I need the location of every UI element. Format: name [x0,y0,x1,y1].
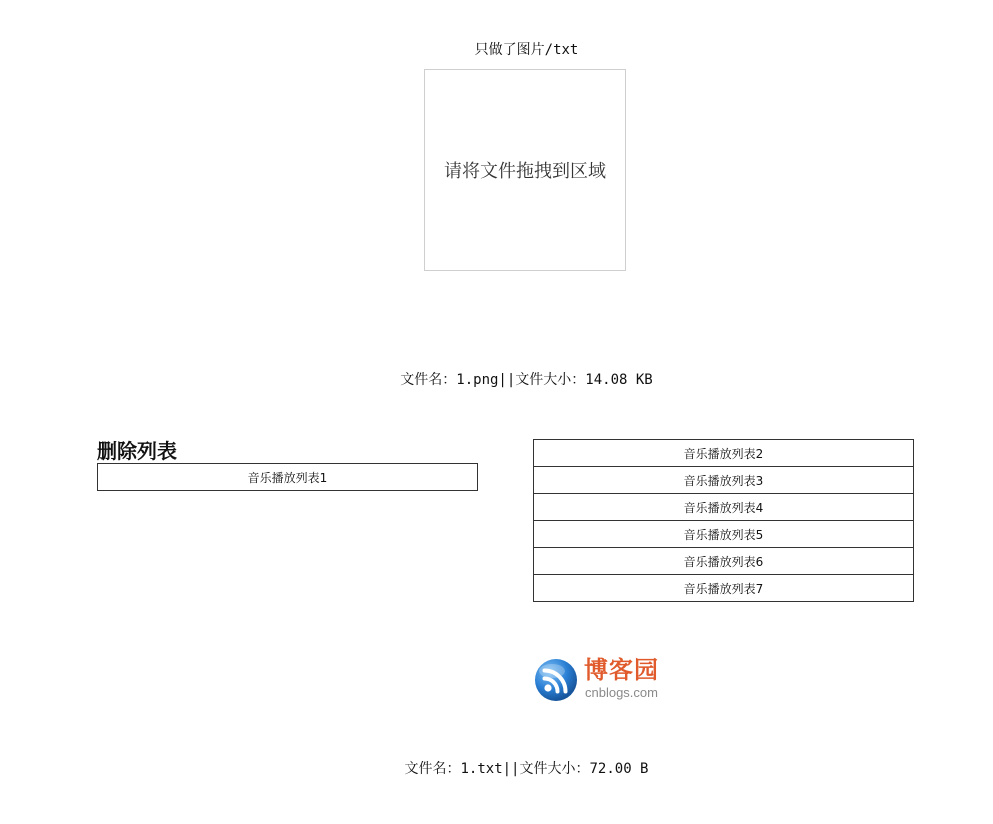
playlist-item-2[interactable]: 音乐播放列表2 [533,439,914,467]
drop-zone-text: 请将文件拖拽到区域 [444,161,606,182]
playlist-item-7[interactable]: 音乐播放列表7 [533,574,914,602]
playlist-item-5[interactable]: 音乐播放列表5 [533,520,914,548]
upload-caption: 只做了图片/txt [474,42,579,58]
file-info-text: 文件名：1.txt||文件大小：72.00 B [404,761,649,777]
logo-title: 博客园 [584,656,659,684]
delete-list-title: 删除列表 [97,439,177,463]
file-drop-zone[interactable] [424,69,626,271]
logo-domain: cnblogs.com [585,685,658,700]
playlist-item-6[interactable]: 音乐播放列表6 [533,547,914,575]
file-info-image: 文件名：1.png||文件大小：14.08 KB [400,372,653,388]
cnblogs-logo [534,656,674,704]
playlist-item-3[interactable]: 音乐播放列表3 [533,466,914,494]
rss-feed-icon [534,658,578,702]
delete-list [97,463,478,491]
delete-list-item-1[interactable]: 音乐播放列表1 [97,463,478,491]
playlist-list [533,439,914,602]
playlist-item-4[interactable]: 音乐播放列表4 [533,493,914,521]
